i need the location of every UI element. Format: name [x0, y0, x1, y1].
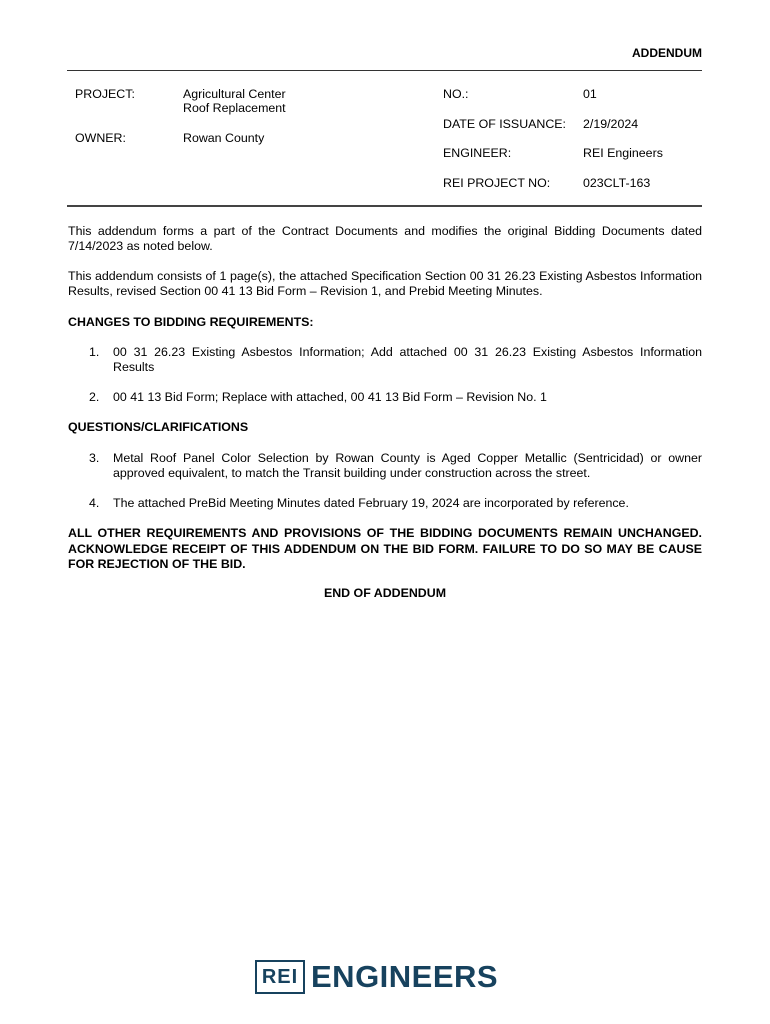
list-item-text: Metal Roof Panel Color Selection by Rowan County is Aged Copper Metallic (Sentricidad) or owner approved equivalent, to match the Transit building under construction across the street. — [113, 451, 702, 480]
engineer-value: REI Engineers — [583, 146, 663, 160]
changes-heading: CHANGES TO BIDDING REQUIREMENTS: — [68, 315, 314, 329]
rei-engineers-logo — [255, 958, 498, 996]
list-item-text: 00 31 26.23 Existing Asbestos Information; Add attached 00 31 26.23 Existing Asbestos Information Results — [113, 345, 702, 374]
project-name-line1: Agricultural Center — [183, 87, 286, 101]
closing-statement: ALL OTHER REQUIREMENTS AND PROVISIONS OF THE BIDDING DOCUMENTS REMAIN UNCHANGED. ACKNOWLEDGE RECEIPT OF THIS ADDENDUM ON THE BID FORM. FAILURE TO DO SO MAY BE CAUSE FOR REJECTION OF THE BID. — [68, 526, 702, 571]
intro-paragraph-1: This addendum forms a part of the Contract Documents and modifies the original Bidding Documents dated 7/14/2023 as noted below. — [68, 224, 702, 253]
list-item-number: 4. — [89, 496, 100, 510]
end-of-addendum: END OF ADDENDUM — [323, 586, 447, 600]
questions-heading: QUESTIONS/CLARIFICATIONS — [68, 420, 249, 434]
list-item-number: 1. — [89, 345, 100, 359]
list-item-number: 3. — [89, 451, 100, 465]
engineer-label: ENGINEER: — [443, 146, 512, 160]
addendum-number-value: 01 — [583, 87, 597, 101]
rei-logo-mark: REI — [255, 960, 305, 994]
rei-logo-wordmark: ENGINEERS — [311, 959, 499, 994]
addendum-title: ADDENDUM — [632, 46, 702, 60]
date-of-issuance-value: 2/19/2024 — [583, 117, 639, 131]
list-item-number: 2. — [89, 390, 100, 404]
project-label: PROJECT: — [75, 87, 135, 101]
info-divider — [67, 205, 702, 207]
list-item-text: 00 41 13 Bid Form; Replace with attached, 00 41 13 Bid Form – Revision No. 1 — [113, 390, 547, 404]
list-item-text: The attached PreBid Meeting Minutes dated February 19, 2024 are incorporated by reference. — [113, 496, 629, 510]
intro-paragraph-2: This addendum consists of 1 page(s), the attached Specification Section 00 31 26.23 Existing Asbestos Information Results, revised Section 00 41 13 Bid Form – Revision 1, and Prebid Meeting Minutes. — [68, 269, 702, 298]
project-name-line2: Roof Replacement — [183, 101, 286, 115]
rei-project-number-value: 023CLT-163 — [583, 176, 651, 190]
header-divider — [67, 70, 702, 71]
date-of-issuance-label: DATE OF ISSUANCE: — [443, 117, 567, 131]
addendum-number-label: NO.: — [443, 87, 469, 101]
owner-value: Rowan County — [183, 131, 265, 145]
owner-label: OWNER: — [75, 131, 126, 145]
rei-project-number-label: REI PROJECT NO: — [443, 176, 551, 190]
